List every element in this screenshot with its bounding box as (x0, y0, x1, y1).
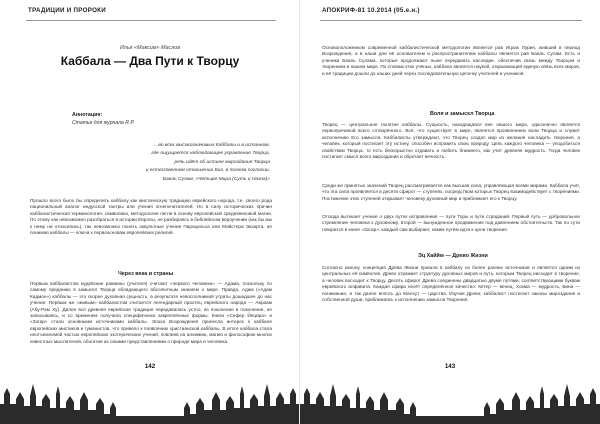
epigraph-line: и естественном отношении Бог, в полном согласии. (145, 167, 270, 173)
city-skyline-illustration (0, 364, 300, 424)
running-head (300, 7, 600, 21)
running-head-text: АПОКРИФ-81 10.2014 (05.е.н.) (322, 7, 420, 14)
epigraph-line: речь идёт об истине мироздания Творца (174, 159, 270, 165)
intro-paragraph: Основоположником современной каббалистической методологии является рав Ицхак Лурия, живший в период Возрождения, а в наши дни её основателем и распространителем каббалы является рав Бааль Сулам. Есть и ученики Бааль Сулама, которые продолжают ныне передавать наследие, обеспечив связь между Творцом и творением в нашем мире. По словам этих учёных, каббала является наукой, открывающей единую связь всех миров, и её традиции дошли до наших дней через последовательную цепочку учителей и учеников. (322, 45, 580, 76)
paragraph-two-paths: Отсюда вытекает учение о двух путях исправления — пути Торы и пути страданий. Первый путь — добровольное стремление человека к духовному, второй — вынужденное продвижение под давлением обстоятельств. Так по сути говорится в книге «Зогар»: каждый сам выбирает, каким путём идти к цели творения. (322, 214, 580, 232)
annotation-label: Аннотация: (72, 112, 103, 118)
paragraph-creator: Творец — центральное понятие каббалы. Сущность, находящаяся вне нашего мира, однозначно является первопричиной всего сотворённого. Всё, что существует в мире, является проявлением воли Творца и служит исполнению Его замысла. Каббалисты утверждают, что Творец создал мир из желания насладить творения, а человек, который постигает эту истину, способен исправить свою природу. Цель каждого человека — уподобиться свойствам Творца, то есть бескорыстно отдавать и любить ближнего, как учит древняя мудрость. Тогда человек постигает смысл всего мироздания и обретает вечность. (322, 122, 580, 160)
section-heading-will: Воля и замысел Творца (430, 111, 495, 117)
intro-paragraph: Прошло всего было бы определить каббалу как мистическую традицию еврейского народа, т.е. своего рода национальный аналог индусской тантры или учения огнепочитателей. Но в силу исторических причин каббалистическая терминология, символика, методология легли в основу европейской средневековой магии. По этому как невозможно разобраться в истории Европы, не разбираясь в библейском вероучении (как бы мы к нему ни относились), так невозможно понять оккультные учения Парацельса или Майстера Экхарта, не понимая каббалы — ключа к первоосновам европейских религий. (30, 198, 272, 236)
section-heading: Через века и страны (118, 271, 174, 277)
paragraph-higher-force: Среди же принятых значений Творец рассматривается как высшая сила, управляющая всеми мирами. Каббала учит, что эта сила проявляется в десяти сфирот — ступенях, посредством которых Творец взаимодействует с творениями. Постижение этих ступеней открывает человеку духовный мир и приближает его к Творцу. (322, 183, 580, 201)
epigraph-line: ...во всех высокозначимых Каббалы и в истинном, (154, 143, 270, 148)
article-title: Каббала — Два Пути к Творцу (60, 54, 240, 68)
paragraph-tree-of-life: Согласно канону, концепция Древа Жизни пришла в каббалу из более ранних источников и является одним из центральных её символов. Древо отражает структуру духовных миров и путь, которым Творец нисходит в творение, а человек восходит к Творцу. Десять сфирот Древа соединены двадцатью двумя путями, соответствующими буквам еврейского алфавита. Каждая сфира несёт определённое качество: Кетер — венец, Хохма — мудрость, Бина — понимание, и так далее вплоть до Малхут — царства. Изучая Древо, каббалист постигает законы мироздания и собственной души, приближаясь к исполнению замысла Творения. (322, 265, 580, 303)
annotation-text: Статья для журнала R.P. (72, 120, 135, 126)
header-rule (320, 20, 582, 21)
city-skyline-illustration (300, 364, 600, 424)
page-number: 143 (444, 363, 456, 370)
epigraph (120, 142, 270, 184)
epigraph-line: где ощущается наблюдающее управление Творца, (151, 151, 270, 157)
running-head-text: ТРАДИЦИИ И ПРОРОКИ (28, 7, 107, 14)
right-page (300, 0, 600, 424)
section-paragraph: Первым каббалистом иудейские раввины (учителя) считают «первого человека» — Адама, поскольку по самому преданию в замысел Творца обладающего абсолютным знанием о мире. Правда, Адам («Адам Кадмон») каббалы — это скорее духовная сущность, а результате невосполнимой утраты дошедшее до нас учение: Первым же «живым» каббалистом считается легендарный праотец еврейского народа — Авраам (Абу-Рам Ху). Далее вся древняя еврейская традиция передавалась устно, из поколения в поколение, не записываясь, и со временем получила специфически закреплённые формы. Книги «Сефер Йецира» и «Зогар» стали основными источниками каббалы. Эпоха Возрождения принесла интерес к каббале европейских мистиков и гуманистов, что привело к появлению христианской каббалы. В итоге каббала стала неотъемлемой частью европейских эзотерических учений, повлияв на алхимию, магию и философию многих известных мыслителей, обогатив их своими представлениями о природе мира и человека. (30, 281, 272, 344)
header-rule (26, 20, 276, 21)
article-author: Илья «Максим» Маслов (119, 45, 181, 51)
section-heading-tree: Эц Хаййм — Древо Жизни (418, 253, 488, 259)
page-number: 142 (144, 363, 156, 370)
running-head (0, 7, 300, 21)
epigraph-author: Бааль Сулам, «Четыре Мира (Суть и Назна)» (162, 177, 270, 183)
